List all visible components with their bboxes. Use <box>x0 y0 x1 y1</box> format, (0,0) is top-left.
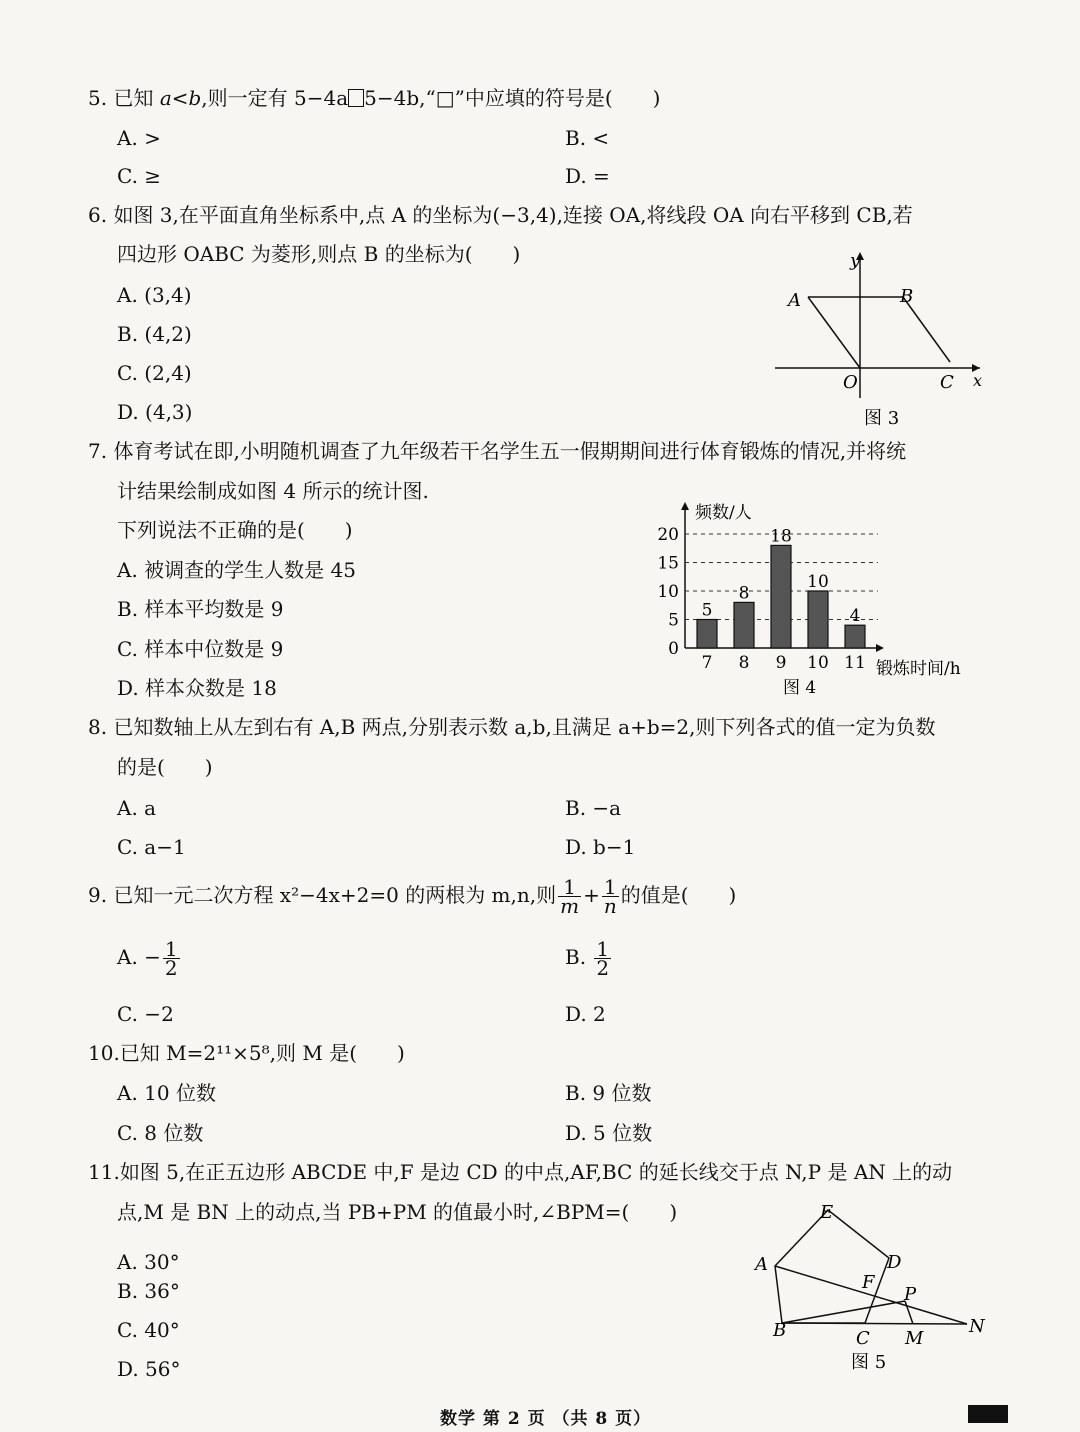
q11-stem-line2: 点,M 是 BN 上的动点,当 PB+PM 的值最小时,∠BPM=( ) <box>117 1200 678 1224</box>
q6-option-d: D. (4,3) <box>117 400 193 424</box>
chart-bar <box>771 545 791 648</box>
q7-option-a: A. 被调查的学生人数是 45 <box>117 558 356 582</box>
q5-text-e: 5−4b <box>364 86 420 110</box>
fig5-label-d: D <box>887 1252 902 1273</box>
q10-option-a: A. 10 位数 <box>117 1081 216 1105</box>
chart-x-tick-label: 9 <box>775 653 787 673</box>
q6-number: 6. <box>88 203 108 227</box>
q8-option-c: C. a−1 <box>117 835 186 859</box>
figure-3 <box>770 248 990 433</box>
q8-option-d: D. b−1 <box>565 835 636 859</box>
fig5-label-f: F <box>862 1272 875 1293</box>
q9-frac1-num: 1 <box>558 878 581 897</box>
q5-option-d: D. = <box>565 164 610 188</box>
q9-option-b-prefix: B. <box>565 945 587 969</box>
chart-y-arrow-icon <box>681 502 689 510</box>
q9-fraction-1 <box>558 875 581 918</box>
chart-caption: 图 4 <box>783 678 817 698</box>
chart-bar <box>845 625 865 648</box>
q6-stem-line1 <box>88 201 913 229</box>
chart-x-tick-label: 8 <box>738 653 750 673</box>
chart-data-label: 8 <box>738 583 750 604</box>
chart-bar <box>697 620 717 649</box>
q8-number: 8. <box>88 715 108 739</box>
q7-stem-line1 <box>88 437 906 465</box>
q6-stem-line2: 四边形 OABC 为菱形,则点 B 的坐标为( ) <box>117 242 521 266</box>
fig3-label-a: A <box>788 290 801 311</box>
q8-text-1: 已知数轴上从左到右有 A,B 两点,分别表示数 a,b,且满足 a+b=2,则下列各式的值一定为负数 <box>113 715 936 739</box>
q7-stem-line3: 下列说法不正确的是( ) <box>117 518 353 542</box>
q9-option-b-den: 2 <box>596 956 610 980</box>
q9-option-b-fraction <box>594 937 611 980</box>
fig3-label-o: O <box>843 372 858 393</box>
q7-option-b: B. 样本平均数是 9 <box>117 597 284 621</box>
q5-stem <box>88 84 660 112</box>
chart-y-tick-label: 0 <box>668 639 679 659</box>
chart-x-tick-label: 7 <box>701 653 713 673</box>
q9-option-a-den: 2 <box>164 956 178 980</box>
chart-y-tick-label: 20 <box>657 525 679 545</box>
fig3-caption: 图 3 <box>864 408 900 429</box>
fig5-label-n: N <box>969 1316 985 1337</box>
q11-number: 11. <box>88 1160 120 1184</box>
q10-number: 10. <box>88 1041 120 1065</box>
segment-oa <box>808 297 860 368</box>
chart-bar <box>808 591 828 648</box>
q9-option-a-prefix: A. − <box>117 945 161 969</box>
q5-option-b: B. < <box>565 126 610 150</box>
corner-mark <box>968 1405 1008 1423</box>
q9-option-c: C. −2 <box>117 1002 174 1026</box>
chart-data-label: 10 <box>807 572 829 592</box>
q9-option-a <box>117 937 182 980</box>
q11-option-b: B. 36° <box>117 1279 180 1303</box>
q7-text-1: 体育考试在即,小明随机调查了九年级若干名学生五一假期期间进行体育锻炼的情况,并将统 <box>113 439 907 463</box>
q10-stem <box>88 1039 405 1067</box>
chart-y-label: 频数/人 <box>695 503 752 523</box>
q9-frac1-den: m <box>560 894 580 918</box>
q11-option-d: D. 56° <box>117 1357 181 1381</box>
blank-box-icon <box>348 89 364 107</box>
q9-number: 9. <box>88 883 108 907</box>
q5-text-c: ,则一定有 <box>201 86 288 110</box>
chart-data-label: 4 <box>849 606 861 627</box>
q9-plus: + <box>583 883 600 907</box>
q5-option-c: C. ≥ <box>117 164 162 188</box>
figure-5 <box>745 1196 995 1376</box>
q10-option-c: C. 8 位数 <box>117 1121 204 1145</box>
fig3-label-c: C <box>940 372 954 393</box>
q10-option-b: B. 9 位数 <box>565 1081 652 1105</box>
q6-text-1: 如图 3,在平面直角坐标系中,点 A 的坐标为(−3,4),连接 OA,将线段 OA 向右平移到 CB,若 <box>113 203 913 227</box>
q5-text-a: 已知 <box>113 86 154 110</box>
fig5-caption: 图 5 <box>851 1352 887 1373</box>
fig5-label-c: C <box>856 1328 870 1349</box>
fig5-label-p: P <box>904 1284 917 1305</box>
q9-text-b: 的值是( ) <box>620 883 737 907</box>
q9-option-a-num: 1 <box>164 937 178 961</box>
q5-text-b: a<b <box>159 86 202 110</box>
fig3-label-b: B <box>900 286 914 307</box>
chart-y-tick-label: 15 <box>657 553 679 574</box>
q9-frac2-num: 1 <box>602 878 619 897</box>
q8-stem-line1 <box>88 713 936 741</box>
line-bn <box>782 1323 967 1324</box>
q6-option-b: B. (4,2) <box>117 322 192 346</box>
q7-option-c: C. 样本中位数是 9 <box>117 637 284 661</box>
q9-option-d: D. 2 <box>565 1002 606 1026</box>
chart-x-tick-label: 10 <box>807 653 829 673</box>
q11-option-c: C. 40° <box>117 1318 180 1342</box>
chart-data-label: 5 <box>701 600 713 621</box>
chart-x-tick-label: 11 <box>844 653 866 673</box>
chart-data-label: 18 <box>770 526 792 547</box>
q9-option-b-num: 1 <box>596 937 610 961</box>
chart-y-tick-label: 10 <box>657 582 679 602</box>
q8-option-b: B. −a <box>565 796 622 820</box>
q9-text-a: 已知一元二次方程 x²−4x+2=0 的两根为 m,n,则 <box>113 883 557 907</box>
fig5-label-m: M <box>905 1328 924 1349</box>
figure-4-bar-chart <box>640 496 990 701</box>
fig3-label-y: y <box>850 250 861 271</box>
q7-number: 7. <box>88 439 108 463</box>
fig5-label-b: B <box>773 1320 787 1341</box>
chart-bar <box>734 602 754 648</box>
q6-option-c: C. (2,4) <box>117 361 192 385</box>
fig5-label-a: A <box>755 1254 768 1275</box>
q5-text-f: ,“□”中应填的符号是( ) <box>419 86 661 110</box>
q11-text-1: 如图 5,在正五边形 ABCDE 中,F 是边 CD 的中点,AF,BC 的延长线交于点 N,P 是 AN 上的动 <box>119 1160 953 1184</box>
chart-x-arrow-icon <box>876 644 884 652</box>
fig3-label-x: x <box>973 371 983 390</box>
q9-stem <box>88 875 737 918</box>
q7-stem-line2: 计结果绘制成如图 4 所示的统计图. <box>117 479 429 503</box>
q9-option-a-fraction <box>163 937 180 980</box>
q10-option-d: D. 5 位数 <box>565 1121 653 1145</box>
q5-number: 5. <box>88 86 108 110</box>
q5-option-a: A. > <box>117 126 161 150</box>
pentagon-abcde <box>775 1210 889 1323</box>
q5-text-d: 5−4a <box>294 86 349 110</box>
q11-stem-line1 <box>88 1158 952 1186</box>
q9-option-b <box>565 937 613 980</box>
page-footer: 数学 第 2 页 （共 8 页） <box>440 1409 652 1429</box>
q9-fraction-2 <box>602 875 619 918</box>
q8-stem-line2: 的是( ) <box>117 755 213 779</box>
q8-option-a: A. a <box>117 796 157 820</box>
q7-option-d: D. 样本众数是 18 <box>117 676 277 700</box>
chart-y-tick-label: 5 <box>668 610 679 631</box>
segment-bp <box>782 1301 905 1323</box>
chart-x-label: 锻炼时间/h <box>876 659 961 679</box>
q9-frac2-den: n <box>603 894 617 918</box>
q11-option-a: A. 30° <box>117 1250 180 1274</box>
fig5-label-e: E <box>820 1202 834 1223</box>
q10-text: 已知 M=2¹¹×5⁸,则 M 是( ) <box>119 1041 405 1065</box>
q6-option-a: A. (3,4) <box>117 283 192 307</box>
